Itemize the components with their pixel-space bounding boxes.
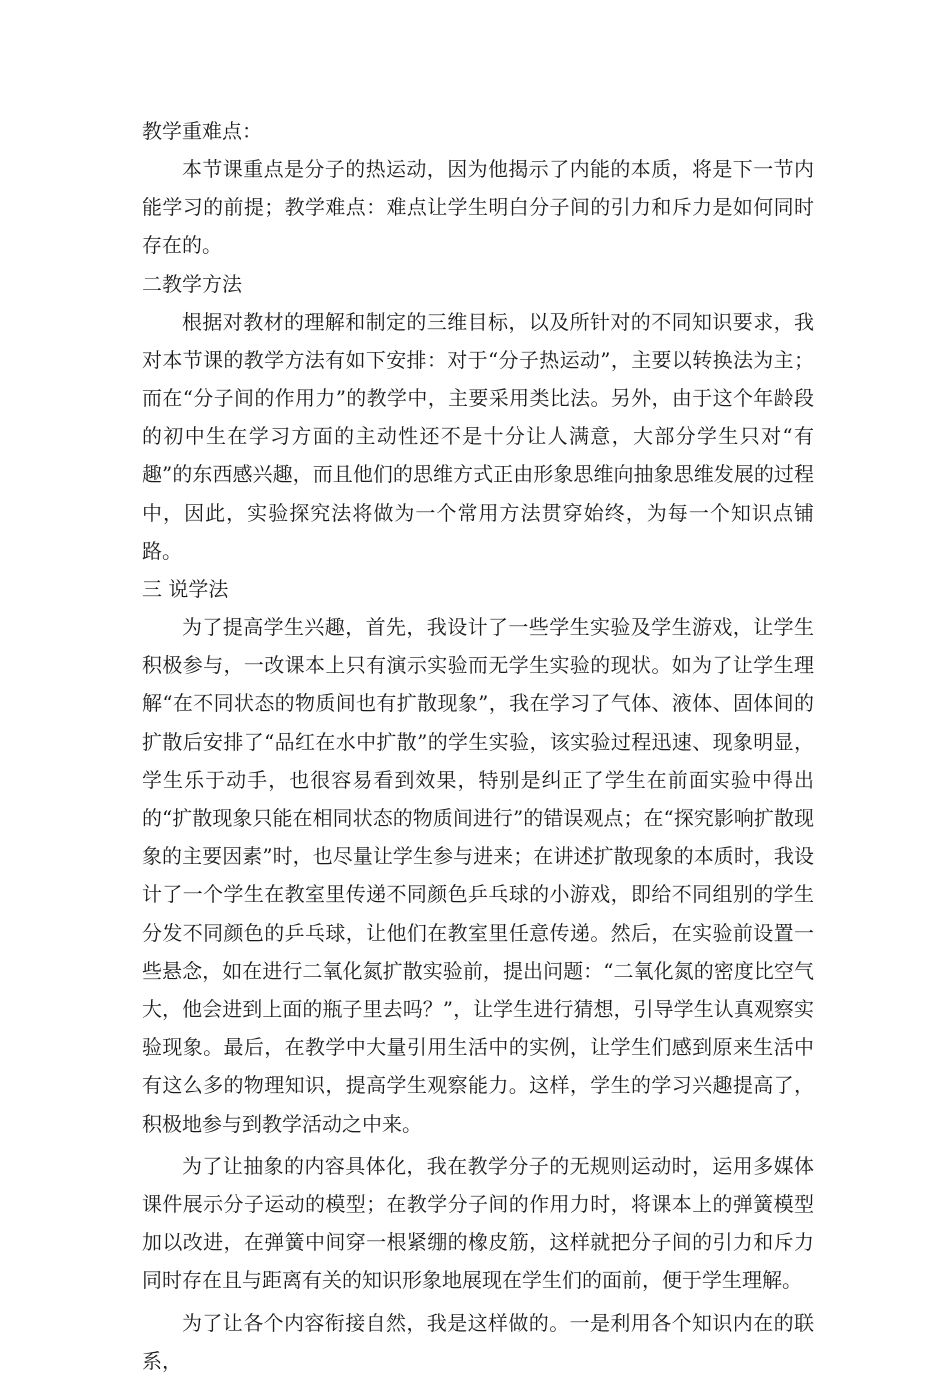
learning-paragraph-2: 为了让抽象的内容具体化，我在教学分子的无规则运动时，运用多媒体课件展示分子运动的模型；在教学分子间的作用力时，将课本上的弹簧模型加以改进，在弹簧中间穿一根紧绷的橡皮筋，这样就把分子间的引力和斥力同时存在且与距离有关的知识形象地展现在学生们的面前，便于学生理解。 [142, 1153, 814, 1293]
document-page [142, 112, 814, 1380]
method-paragraph: 根据对教材的理解和制定的三维目标，以及所针对的不同知识要求，我对本节课的教学方法有如下安排：对于“分子热运动”，主要以转换法为主；而在“分子间的作用力”的教学中，主要采用类比法。另外，由于这个年龄段的初中生在学习方面的主动性还不是十分让人满意，大部分学生只对“有趣”的东西感兴趣，而且他们的思维方式正由形象思维向抽象思维发展的过程中，因此，实验探究法将做为一个常用方法贯穿始终，为每一个知识点铺路。 [142, 309, 814, 563]
method-heading: 二教学方法 [142, 271, 242, 296]
difficulty-paragraph: 本节课重点是分子的热运动，因为他揭示了内能的本质，将是下一节内能学习的前提；教学难点：难点让学生明白分子间的引力和斥力是如何同时存在的。 [142, 157, 814, 258]
learning-paragraph-1: 为了提高学生兴趣，首先，我设计了一些学生实验及学生游戏，让学生积极参与，一改课本上只有演示实验而无学生实验的现状。如为了让学生理解“在不同状态的物质间也有扩散现象”，我在学习了气体、液体、固体间的扩散后安排了“品红在水中扩散”的学生实验，该实验过程迅速、现象明显，学生乐于动手，也很容易看到效果，特别是纠正了学生在前面实验中得出的“扩散现象只能在相同状态的物质间进行”的错误观点；在“探究影响扩散现象的主要因素”时，也尽量让学生参与进来；在讲述扩散现象的本质时，我设计了一个学生在教室里传递不同颜色乒乓球的小游戏，即给不同组别的学生分发不同颜色的乒乓球，让他们在教室里任意传递。然后，在实验前设置一些悬念，如在进行二氧化氮扩散实验前，提出问题：“二氧化氮的密度比空气大，他会进到上面的瓶子里去吗？”，让学生进行猜想，引导学生认真观察实验现象。最后，在教学中大量引用生活中的实例，让学生们感到原来生活中有这么多的物理知识，提高学生观察能力。这样，学生的学习兴趣提高了，积极地参与到教学活动之中来。 [142, 615, 814, 1136]
learning-paragraph-3: 为了让各个内容衔接自然，我是这样做的。一是利用各个知识内在的联系， [142, 1310, 814, 1373]
difficulty-heading: 教学重难点： [142, 119, 262, 143]
learning-heading: 三 说学法 [142, 577, 229, 602]
